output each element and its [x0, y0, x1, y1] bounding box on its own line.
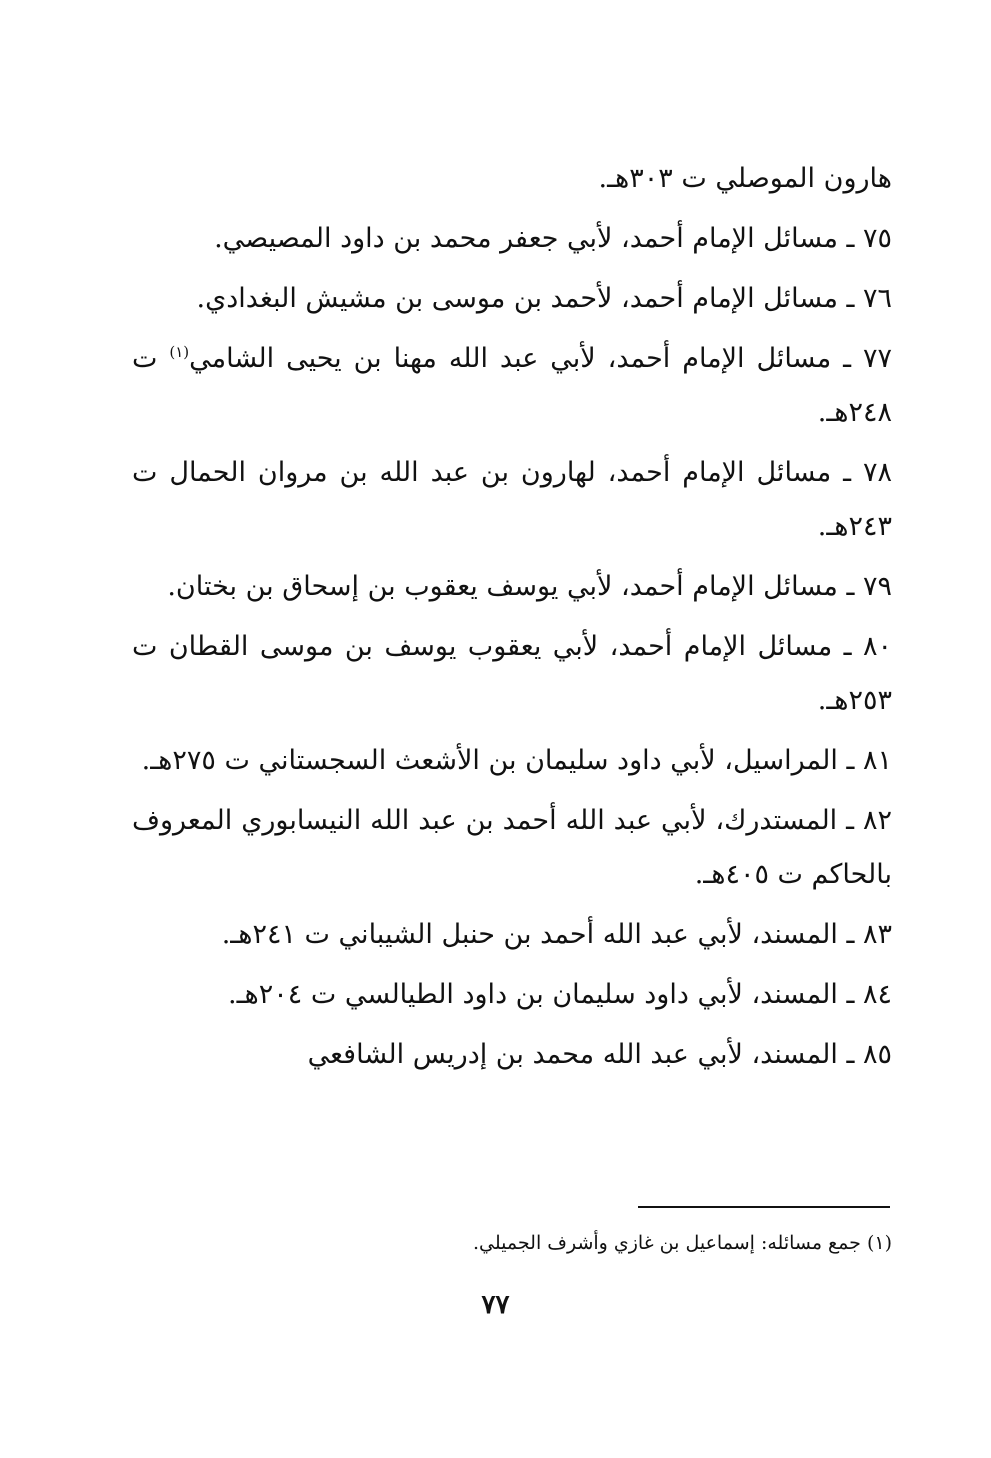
footnote-divider [638, 1206, 890, 1208]
entry-text-tail: ت ٢٤٨هـ. [132, 343, 892, 428]
entry-text: ٧٥ ـ مسائل الإمام أحمد، لأبي جعفر محمد بن داود المصيصي. [214, 223, 892, 254]
entry-text: ٧٨ ـ مسائل الإمام أحمد، لهارون بن عبد الله بن مروان الحمال ت ٢٤٣هـ. [132, 457, 892, 542]
entry-text: ٧٩ ـ مسائل الإمام أحمد، لأبي يوسف يعقوب بن إسحاق بن بختان. [167, 571, 892, 602]
entry-78 [132, 446, 892, 554]
footnote: (١) جمع مسائله: إسماعيل بن غازي وأشرف الجميلي. [473, 1232, 892, 1254]
entry-84 [132, 968, 892, 1022]
entry-text: ٨٤ ـ المسند، لأبي داود سليمان بن داود الطيالسي ت ٢٠٤هـ. [228, 979, 892, 1010]
entry-76 [132, 272, 892, 326]
entry-text: ٨٠ ـ مسائل الإمام أحمد، لأبي يعقوب يوسف بن موسى القطان ت ٢٥٣هـ. [132, 631, 892, 716]
entry-83 [132, 908, 892, 962]
entry-80 [132, 620, 892, 728]
entry-text: ٨٣ ـ المسند، لأبي عبد الله أحمد بن حنبل الشيباني ت ٢٤١هـ. [221, 919, 892, 950]
footnote-reference: (١) [169, 343, 190, 361]
entry-82 [132, 794, 892, 902]
entry-text: ٨٥ ـ المسند، لأبي عبد الله محمد بن إدريس الشافعي [307, 1039, 892, 1070]
main-text [132, 152, 892, 1088]
entry-85 [132, 1028, 892, 1082]
entry-77 [132, 332, 892, 440]
entry-text: ٧٦ ـ مسائل الإمام أحمد، لأحمد بن موسى بن مشيش البغدادي. [196, 283, 892, 314]
page-number: ٧٧ [481, 1290, 510, 1320]
entry-79 [132, 560, 892, 614]
entry-line-0 [132, 152, 892, 206]
entry-75 [132, 212, 892, 266]
entry-text: هارون الموصلي ت ٣٠٣هـ. [598, 163, 892, 194]
entry-text: ٨٢ ـ المستدرك، لأبي عبد الله أحمد بن عبد الله النيسابوري المعروف بالحاكم ت ٤٠٥هـ. [132, 805, 892, 890]
entry-text: ٨١ ـ المراسيل، لأبي داود سليمان بن الأشعث السجستاني ت ٢٧٥هـ. [141, 745, 892, 776]
entry-text: ٧٧ ـ مسائل الإمام أحمد، لأبي عبد الله مهنا بن يحيى الشامي [189, 343, 892, 374]
entry-81 [132, 734, 892, 788]
